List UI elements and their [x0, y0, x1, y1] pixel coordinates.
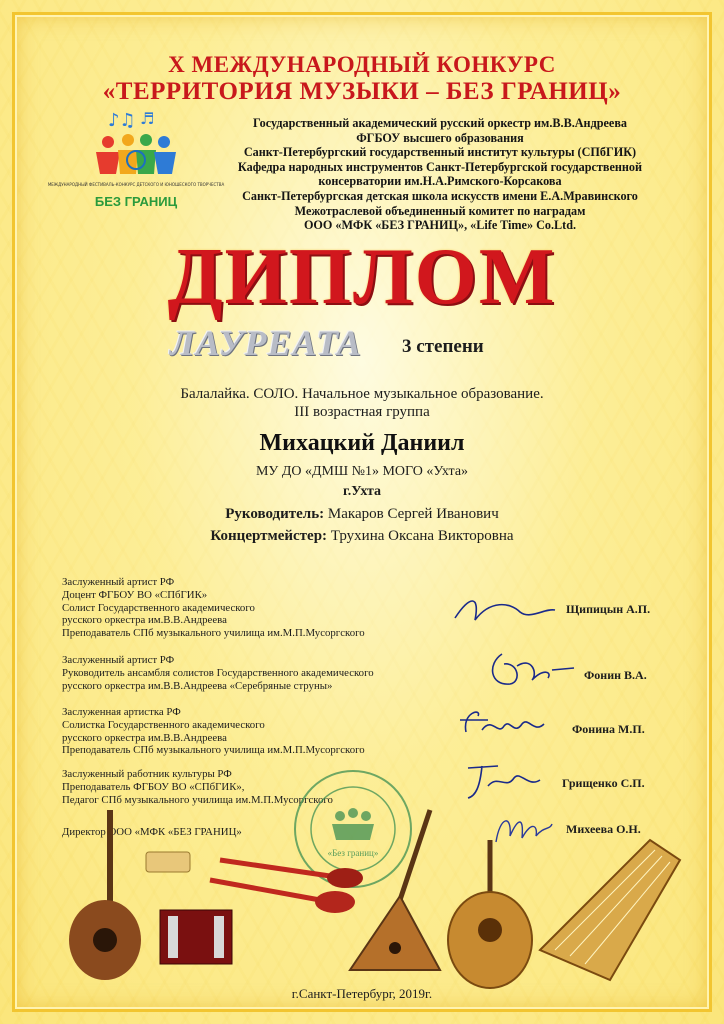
age-group-line: III возрастная группа: [294, 404, 430, 420]
accompanist-line: [0, 528, 724, 545]
laureate-title: ЛАУРЕАТА: [170, 323, 362, 363]
logo-caption: БЕЗ ГРАНИЦ: [94, 194, 178, 209]
balalaika-icon: [350, 810, 440, 970]
jury-title-line: Доцент ФГБОУ ВО «СПбГИК»: [62, 588, 208, 601]
jury-name: Михеева О.Н.: [566, 822, 641, 836]
organizer-line: ФГБОУ высшего образования: [356, 130, 524, 145]
jury-name: Грищенко С.П.: [562, 776, 645, 790]
organizer-line: Санкт-Петербургская детская школа искусств имени Е.А.Мравинского: [242, 188, 638, 203]
jury-title-line: русского оркестра им.В.В.Андреева: [62, 731, 227, 744]
domra-icon: [69, 810, 141, 980]
svg-text:♬: ♬: [140, 109, 155, 128]
teacher-line: [0, 506, 724, 523]
jury-title-line: Педагог СПб музыкального училища им.М.П.Мусоргского: [62, 793, 333, 806]
signature-shchipitsyn: [450, 590, 560, 630]
diploma-title: ДИПЛОМ: [167, 233, 557, 321]
jury-member-titles: [62, 654, 374, 692]
accompanist-label: Концертмейстер:: [210, 528, 328, 544]
organizer-line: ООО «МФК «БЕЗ ГРАНИЦ», «Life Time» Co.Ltd.: [303, 218, 577, 233]
place-and-date: г.Санкт-Петербург, 2019г.: [291, 986, 433, 1001]
jury-title-line: Солист Государственного академического: [62, 601, 255, 614]
jury-name: Фонин В.А.: [584, 668, 647, 682]
jury-title-line: Руководитель ансамбля солистов Государственного академического: [62, 666, 374, 679]
nomination: [0, 385, 724, 421]
participant-city: г.Ухта: [342, 484, 382, 499]
jury-title-line: русского оркестра им.В.В.Андреева: [62, 614, 227, 627]
jury-title-line: Директор ООО «МФК «БЕЗ ГРАНИЦ»: [62, 826, 242, 838]
jury-member-titles: [62, 706, 365, 757]
organizer-line: Межотраслевой объединенный комитет по наградам: [294, 203, 586, 218]
signature-grishchenko: [458, 756, 548, 804]
participant-school: МУ ДО «ДМШ №1» МОГО «Ухта»: [255, 464, 469, 479]
jury-member-titles: [62, 576, 365, 640]
jury-name: Щипицын А.П.: [566, 602, 651, 616]
jury-name: Фонина М.П.: [572, 722, 645, 736]
organizer-line: Кафедра народных инструментов Санкт-Петербургской государственной: [237, 159, 643, 174]
rubel-icon: [146, 852, 190, 872]
svg-text:♪♫: ♪♫: [108, 110, 136, 131]
wooden-spoons-icon: [210, 860, 363, 913]
music-notes-icon: [108, 109, 154, 131]
logo-small-text: МЕЖДУНАРОДНЫЙ ФЕСТИВАЛЬ-КОНКУРС ДЕТСКОГО И ЮНОШЕСКОГО ТВОРЧЕСТВА: [47, 182, 225, 187]
nomination-line: Балалайка. СОЛО. Начальное музыкальное образование.: [180, 386, 544, 402]
laureate-degree: 3 степени: [402, 336, 484, 357]
jury-title-line: Заслуженный артист РФ: [62, 654, 175, 666]
contest-logo: [47, 104, 225, 216]
jury-title-line: Заслуженный работник культуры РФ: [62, 768, 232, 780]
folk-instruments-illustration: [50, 800, 690, 990]
organizer-line: Государственный академический русский оркестр им.В.В.Андреева: [252, 116, 628, 130]
signature-fonin: [482, 644, 582, 694]
lute-icon: [448, 840, 532, 988]
children-figures-icon: [96, 134, 176, 174]
signature-fonina: [452, 702, 562, 746]
jury-title-line: Заслуженная артистка РФ: [62, 706, 181, 718]
jury-title-line: Преподаватель СПб музыкального училища им.М.П.Мусоргского: [62, 627, 365, 640]
accordion-icon: [160, 910, 232, 964]
jury-title-line: русского оркестра им.В.В.Андреева «Серебряные струны»: [62, 679, 333, 692]
jury-title-line: Преподаватель СПб музыкального училища им.М.П.Мусоргского: [62, 744, 365, 757]
jury-title-line: Заслуженный артист РФ: [62, 576, 175, 588]
contest-title-line2: «ТЕРРИТОРИЯ МУЗЫКИ – БЕЗ ГРАНИЦ»: [102, 78, 622, 105]
participant-name: Михацкий Даниил: [259, 430, 465, 456]
jury-title-line: Преподаватель ФГБОУ ВО «СПбГИК»,: [62, 780, 245, 793]
contest-title-line1: X МЕЖДУНАРОДНЫЙ КОНКУРС: [168, 52, 556, 77]
organizer-line: консерватории им.Н.А.Римского-Корсакова: [318, 174, 562, 189]
teacher-name: Макаров Сергей Иванович: [327, 506, 499, 522]
stamp-text: «Без границ»: [327, 848, 379, 858]
gusli-icon: [540, 840, 680, 980]
organizers-list: [180, 116, 700, 233]
organizer-line: Санкт-Петербургский государственный институт культуры (СПбГИК): [243, 145, 637, 160]
accompanist-name: Трухина Оксана Викторовна: [330, 528, 514, 544]
jury-title-line: Солистка Государственного академического: [62, 718, 265, 731]
teacher-label: Руководитель:: [225, 506, 325, 522]
